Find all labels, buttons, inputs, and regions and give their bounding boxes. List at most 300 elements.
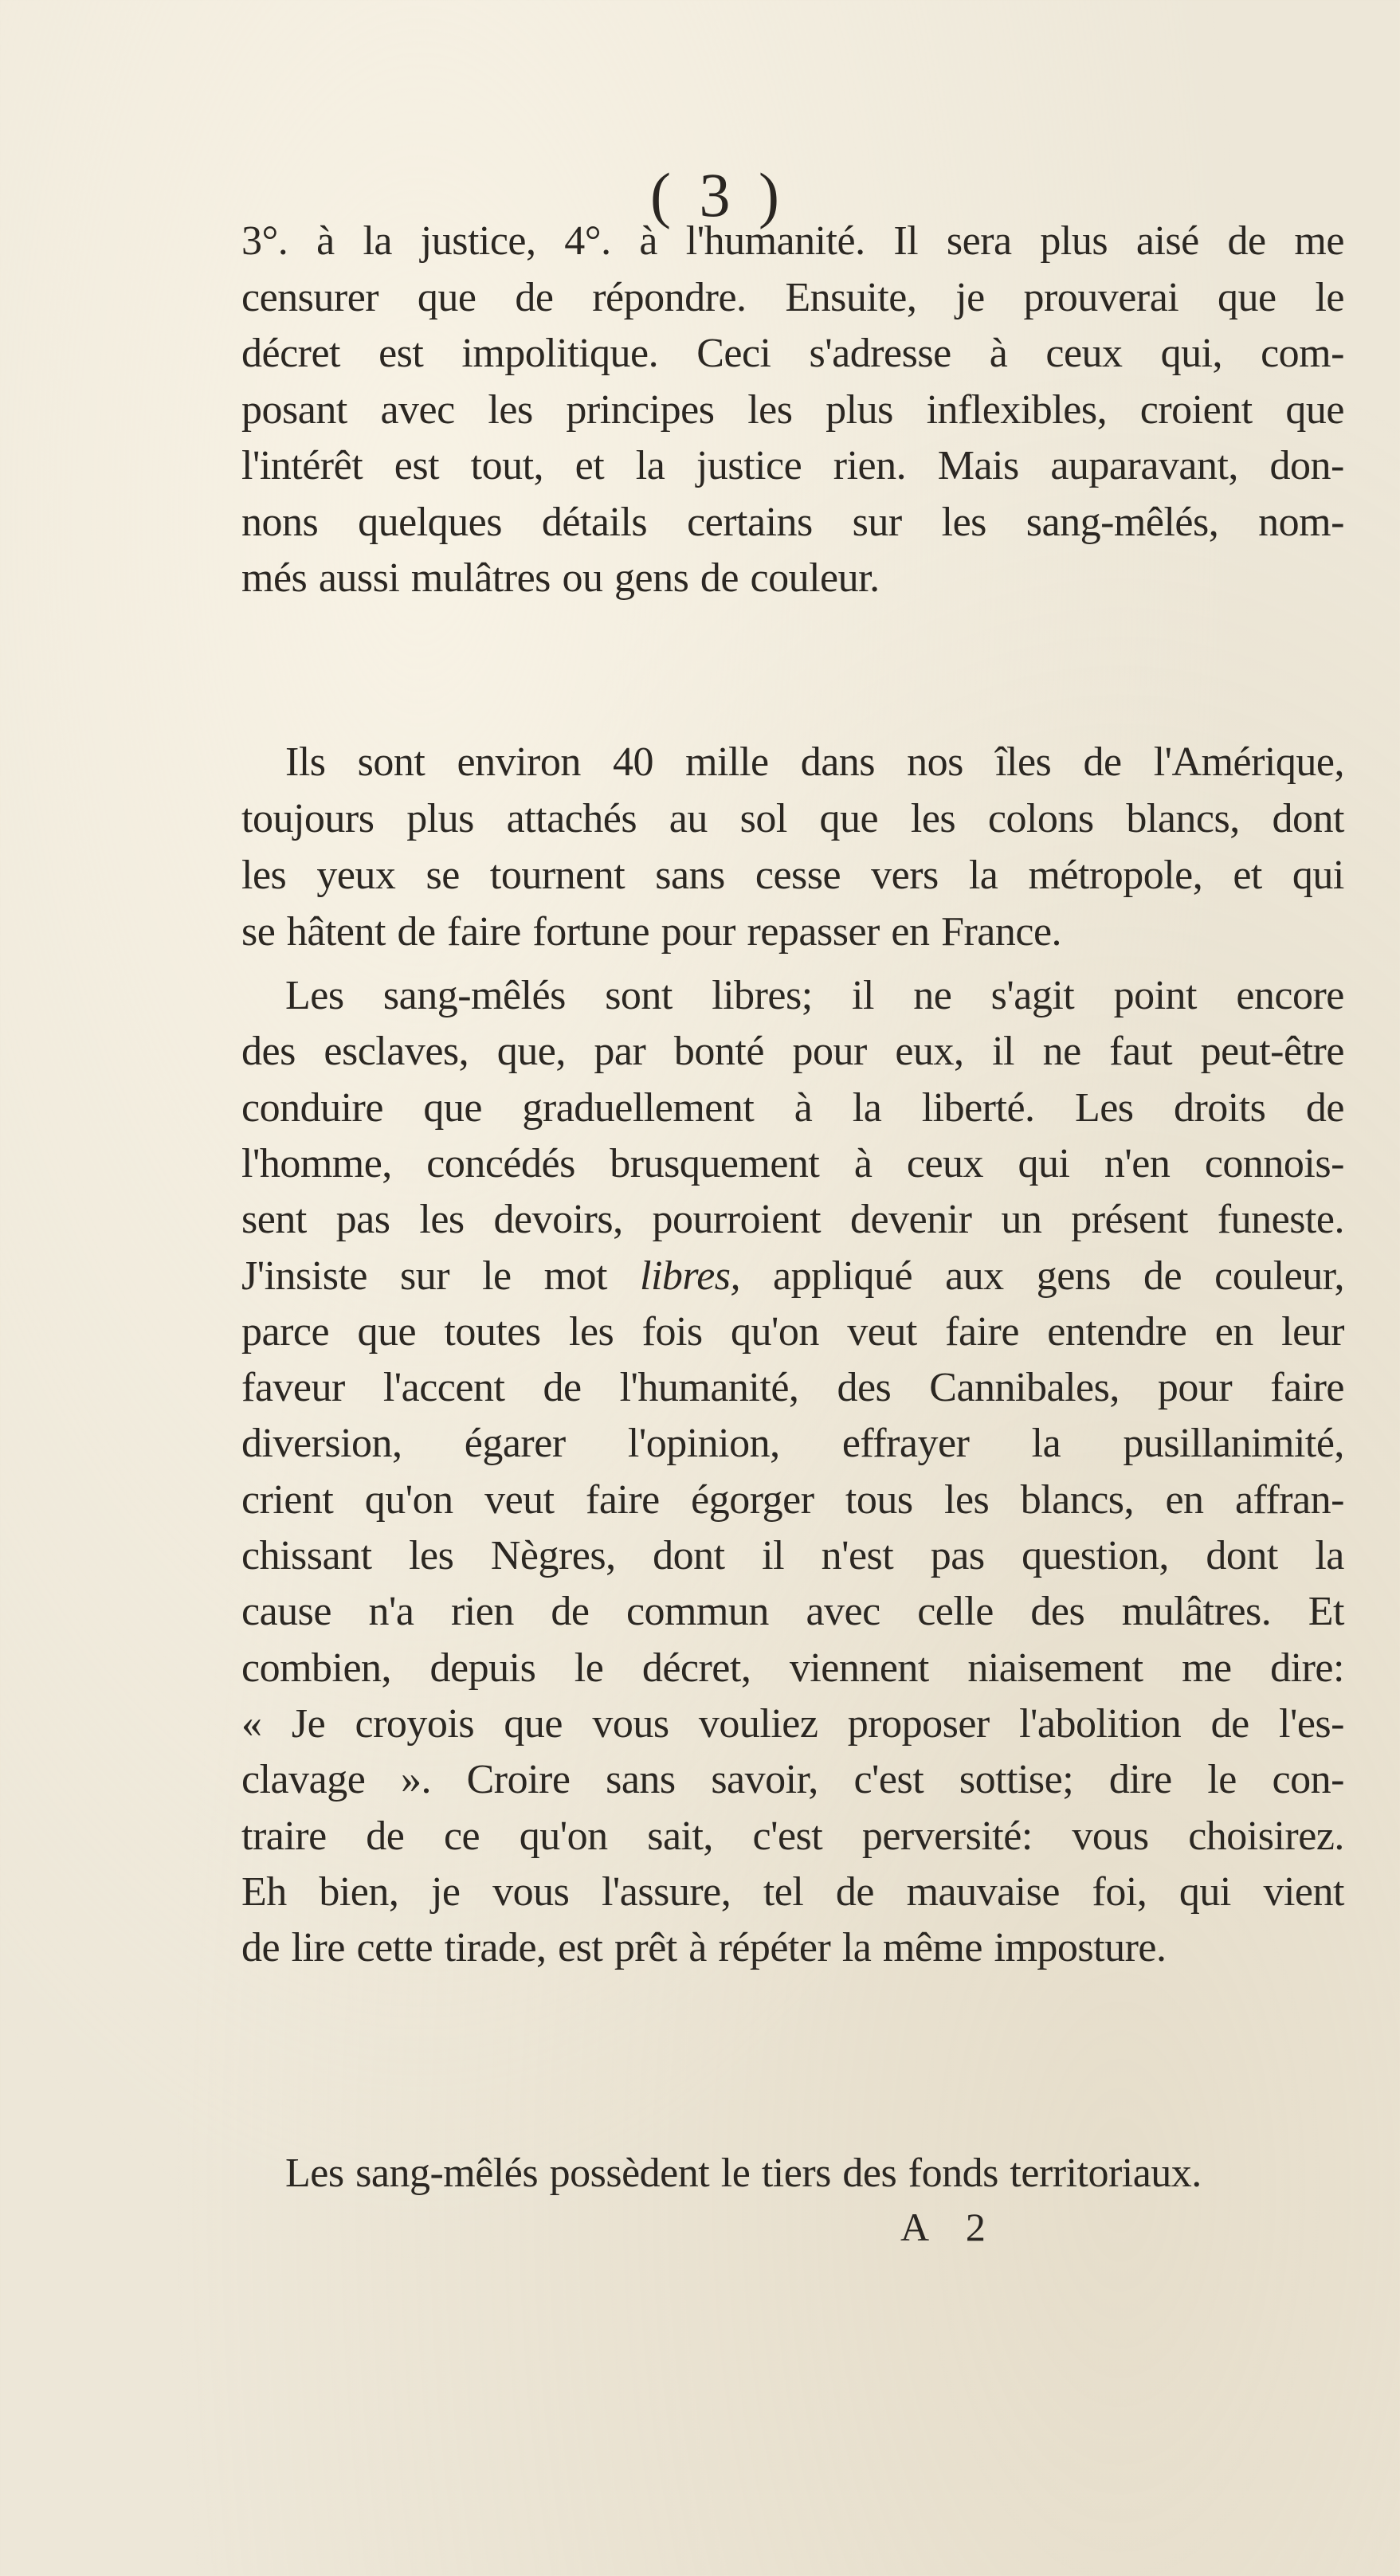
word: mauvaise xyxy=(906,1868,1060,1915)
word: pusillanimité, xyxy=(1123,1421,1344,1467)
word: tel xyxy=(763,1868,804,1915)
word: croyois xyxy=(355,1700,475,1747)
word: tournent xyxy=(489,853,625,898)
word: s'agit xyxy=(990,973,1075,1018)
word: les xyxy=(747,386,793,433)
word: Les xyxy=(285,2151,344,2196)
word: diversion, xyxy=(241,1421,402,1467)
word: rien xyxy=(450,1589,514,1635)
text-line xyxy=(241,270,1344,326)
text-line xyxy=(285,2146,1344,2202)
word: le xyxy=(1207,1757,1237,1803)
word: France. xyxy=(941,909,1062,955)
word: cesse xyxy=(755,853,841,898)
word: prouverai xyxy=(1023,274,1179,320)
word: més xyxy=(241,555,308,601)
word: le xyxy=(574,1645,604,1691)
word: faveur xyxy=(241,1365,345,1411)
word: mille xyxy=(685,739,769,785)
word: mulâtres. xyxy=(1121,1589,1272,1635)
word: n'est xyxy=(821,1533,894,1578)
text-line xyxy=(241,1864,1344,1920)
word: depuis xyxy=(429,1645,536,1691)
word: cause xyxy=(241,1589,331,1635)
word: égorger xyxy=(691,1476,814,1523)
word: les xyxy=(241,853,287,898)
word: aussi xyxy=(318,555,400,601)
word: devoirs, xyxy=(493,1197,623,1243)
word: de xyxy=(366,1813,405,1859)
word: me xyxy=(1294,218,1344,264)
word: n'a xyxy=(368,1589,414,1635)
word: sang-mêlés xyxy=(382,973,566,1018)
word: Ensuite, xyxy=(785,274,917,320)
word: funeste. xyxy=(1217,1197,1344,1243)
text-line xyxy=(241,1304,1344,1360)
word: sera xyxy=(946,218,1012,264)
word: que xyxy=(819,796,879,841)
word: question, xyxy=(1022,1533,1169,1578)
text-line xyxy=(241,1136,1344,1192)
word: traire xyxy=(241,1813,327,1859)
word: appliqué xyxy=(773,1253,913,1299)
word: toujours xyxy=(241,796,375,841)
word: qui xyxy=(1292,853,1344,898)
word: les xyxy=(941,499,986,545)
word: sur xyxy=(852,499,902,545)
word: qu'on xyxy=(364,1476,453,1523)
word: 3°. xyxy=(241,218,288,264)
text-line xyxy=(241,1752,1344,1808)
word: devenir xyxy=(850,1197,972,1243)
word: l'intérêt xyxy=(241,443,363,488)
word: justice, xyxy=(420,218,536,264)
word: don- xyxy=(1269,443,1344,488)
word: libres; xyxy=(712,973,813,1018)
word: avec xyxy=(380,386,455,433)
word: territoriaux. xyxy=(1010,2151,1202,2196)
word: il xyxy=(992,1029,1014,1075)
word: que xyxy=(417,274,476,320)
word: par xyxy=(594,1029,646,1075)
word: nons xyxy=(241,499,319,545)
word: ». xyxy=(400,1757,431,1803)
word: sur xyxy=(400,1253,450,1299)
word: vous xyxy=(592,1700,669,1747)
word: concédés xyxy=(426,1140,575,1186)
word: gens xyxy=(614,555,689,601)
word: niaisement xyxy=(967,1645,1143,1691)
word: toutes xyxy=(444,1308,541,1355)
word: qui, xyxy=(1160,331,1223,376)
word: 4°. xyxy=(564,218,611,264)
word: couleur, xyxy=(1214,1253,1344,1299)
word: impolitique. xyxy=(461,331,659,376)
word: que xyxy=(504,1700,563,1747)
word: de xyxy=(1227,218,1266,264)
word: que, xyxy=(496,1029,566,1075)
word: Ceci xyxy=(696,331,771,376)
word: clavage xyxy=(241,1757,366,1803)
word: blancs, xyxy=(1126,796,1240,841)
word: chissant xyxy=(241,1533,372,1578)
word: de xyxy=(515,274,554,320)
word: même xyxy=(882,1925,982,1971)
word: un xyxy=(1001,1197,1042,1243)
word: eux, xyxy=(895,1029,964,1075)
word: des xyxy=(837,1365,892,1411)
word: lire xyxy=(291,1925,345,1971)
word: les xyxy=(409,1533,454,1578)
word: con- xyxy=(1272,1757,1344,1803)
word: des xyxy=(241,1029,296,1075)
word: auparavant, xyxy=(1050,443,1238,488)
word: yeux xyxy=(316,853,396,898)
word: est xyxy=(378,331,424,376)
word: sans xyxy=(655,853,725,898)
word: ne xyxy=(913,973,952,1018)
word: est xyxy=(394,443,440,488)
word: Nègres, xyxy=(490,1533,616,1578)
word: possèdent xyxy=(549,2151,710,2196)
word: vouliez xyxy=(698,1700,818,1747)
word: en xyxy=(1165,1476,1204,1523)
word: les xyxy=(944,1476,990,1523)
text-line xyxy=(241,791,1344,847)
word: Croire xyxy=(466,1757,571,1803)
word: qu'on xyxy=(519,1813,608,1859)
word: crient xyxy=(241,1476,334,1523)
word: est xyxy=(558,1925,603,1971)
word: aisé xyxy=(1135,218,1199,264)
word: ceux xyxy=(906,1140,984,1186)
word: la xyxy=(968,853,998,898)
word: tout, xyxy=(470,443,544,488)
word: posant xyxy=(241,386,347,433)
word: conduire xyxy=(241,1084,383,1131)
word: Ils xyxy=(285,739,326,785)
word: et xyxy=(1233,853,1262,898)
text-line xyxy=(241,1416,1344,1472)
word: effrayer xyxy=(841,1421,970,1467)
word: dont xyxy=(1272,796,1344,841)
word: l'humanité. xyxy=(685,218,865,264)
word: à xyxy=(794,1084,813,1131)
word: les xyxy=(910,796,956,841)
word: fortune xyxy=(532,909,650,955)
word: décret xyxy=(241,331,341,376)
word: vient xyxy=(1263,1868,1344,1915)
signature-mark: A 2 xyxy=(900,2205,1000,2249)
word: qui xyxy=(1178,1868,1231,1915)
page-number: ( 3 ) xyxy=(650,160,786,229)
word: perversité: xyxy=(861,1813,1033,1859)
italic-word: libres, xyxy=(640,1253,741,1299)
word: celle xyxy=(917,1589,994,1635)
word: colons xyxy=(987,796,1094,841)
word: plus xyxy=(1040,218,1108,264)
word: dont xyxy=(653,1533,725,1578)
word: Et xyxy=(1308,1589,1344,1635)
word: sans xyxy=(606,1757,676,1803)
word: l'homme, xyxy=(241,1140,392,1186)
word: justice xyxy=(696,443,802,488)
word: de xyxy=(700,555,739,601)
word: de xyxy=(835,1868,874,1915)
word: point xyxy=(1113,973,1197,1018)
word: que xyxy=(423,1084,482,1131)
word: Cannibales, xyxy=(929,1365,1120,1411)
word: de xyxy=(543,1365,582,1411)
word: Mais xyxy=(937,443,1019,488)
text-line xyxy=(241,1920,1344,1976)
word: attachés xyxy=(506,796,637,841)
word: repasser xyxy=(747,909,880,955)
word: dont xyxy=(1206,1533,1278,1578)
word: la xyxy=(1031,1421,1061,1467)
text-line xyxy=(241,1584,1344,1640)
word: la xyxy=(635,443,665,488)
word: l'abolition xyxy=(1019,1700,1182,1747)
word: censurer xyxy=(241,274,379,320)
word: le xyxy=(1315,274,1344,320)
word: il xyxy=(762,1533,785,1578)
word: Il xyxy=(893,218,919,264)
word: la xyxy=(1315,1533,1344,1578)
word: vous xyxy=(1072,1813,1149,1859)
word: pour xyxy=(661,909,735,955)
word: l'Amérique, xyxy=(1153,739,1344,785)
word: veut xyxy=(847,1308,917,1355)
word: faire xyxy=(1270,1365,1344,1411)
word: sent xyxy=(241,1197,307,1243)
word: n'en xyxy=(1104,1140,1171,1186)
text-line xyxy=(285,735,1344,790)
word: dans xyxy=(800,739,876,785)
word: pour xyxy=(1157,1365,1233,1411)
word: des xyxy=(842,2151,897,2196)
text-line xyxy=(241,1641,1344,1696)
word: qu'on xyxy=(731,1308,819,1355)
word: faire xyxy=(447,909,521,955)
word: à xyxy=(316,218,335,264)
word: c'est xyxy=(752,1813,823,1859)
word: brusquement xyxy=(610,1140,820,1186)
word: veut xyxy=(484,1476,555,1523)
word: avec xyxy=(806,1589,880,1635)
word: l'accent xyxy=(382,1365,505,1411)
word: aux xyxy=(945,1253,1004,1299)
word: principes xyxy=(566,386,715,433)
word: la xyxy=(852,1084,882,1131)
word: leur xyxy=(1281,1308,1344,1355)
word: qui xyxy=(1018,1140,1070,1186)
word: faut xyxy=(1109,1029,1173,1075)
word: de xyxy=(1083,739,1122,785)
word: des xyxy=(1030,1589,1085,1635)
word: plus xyxy=(825,386,893,433)
word: la xyxy=(841,1925,872,1971)
word: sang-mêlés xyxy=(355,2151,539,2196)
word: les xyxy=(419,1197,465,1243)
word: égarer xyxy=(464,1421,566,1467)
word: encore xyxy=(1236,973,1344,1018)
word: affran- xyxy=(1234,1476,1344,1523)
word: plus xyxy=(406,796,474,841)
word: quelques xyxy=(358,499,502,545)
word: me xyxy=(1182,1645,1232,1691)
word: faire xyxy=(586,1476,660,1523)
word: 40 xyxy=(613,739,653,785)
word: foi, xyxy=(1092,1868,1147,1915)
text-line xyxy=(241,1472,1344,1528)
word: connois- xyxy=(1204,1140,1344,1186)
word: pourroient xyxy=(652,1197,822,1243)
word: ce xyxy=(443,1813,480,1859)
word: droits xyxy=(1173,1084,1266,1131)
word: et xyxy=(575,443,605,488)
word: l'humanité, xyxy=(619,1365,799,1411)
word: il xyxy=(852,973,874,1018)
word: métropole, xyxy=(1028,853,1203,898)
word: esclaves, xyxy=(324,1029,469,1075)
word: nom- xyxy=(1258,499,1344,545)
word: les xyxy=(488,386,533,433)
word: de xyxy=(397,909,436,955)
word: Je xyxy=(291,1700,326,1747)
word: entendre xyxy=(1047,1308,1187,1355)
text-line xyxy=(241,848,1344,904)
word: se xyxy=(425,853,460,898)
word: à xyxy=(639,218,657,264)
word: sont xyxy=(357,739,425,785)
word: com- xyxy=(1261,331,1344,376)
word: graduellement xyxy=(522,1084,755,1131)
word: se xyxy=(241,909,276,955)
word: proposer xyxy=(847,1700,990,1747)
word: à xyxy=(688,1925,707,1971)
word: Eh xyxy=(241,1868,287,1915)
word: « xyxy=(241,1700,262,1747)
word: à xyxy=(853,1140,873,1186)
word: combien, xyxy=(241,1645,392,1691)
word: ou xyxy=(562,555,603,601)
word: que xyxy=(357,1308,417,1355)
text-line xyxy=(241,1024,1344,1080)
word: Les xyxy=(1074,1084,1134,1131)
word: tous xyxy=(845,1476,913,1523)
word: ceux xyxy=(1045,331,1123,376)
text-line xyxy=(241,1528,1344,1584)
word: certains xyxy=(687,499,813,545)
text-line xyxy=(241,495,1344,551)
word: mulâtres xyxy=(410,555,551,601)
text-line xyxy=(241,1192,1344,1248)
text-line xyxy=(241,1696,1344,1752)
text-line xyxy=(241,1809,1344,1864)
word: commun xyxy=(625,1589,769,1635)
word: faire xyxy=(945,1308,1019,1355)
word: peut-être xyxy=(1200,1029,1344,1075)
text-line xyxy=(241,1249,1344,1304)
word: les xyxy=(569,1308,614,1355)
word: îles xyxy=(995,739,1052,785)
word: nos xyxy=(907,739,963,785)
word: le xyxy=(482,1253,512,1299)
word: inflexibles, xyxy=(926,386,1108,433)
text-line xyxy=(241,438,1344,494)
word: imposture. xyxy=(994,1925,1167,1971)
word: je xyxy=(430,1868,461,1915)
word: de xyxy=(551,1589,590,1635)
text-line xyxy=(241,551,1344,606)
word: Les xyxy=(285,973,344,1018)
word: sont xyxy=(605,973,673,1018)
word: croient xyxy=(1139,386,1253,433)
word: prêt xyxy=(614,1925,677,1971)
word: choisirez. xyxy=(1188,1813,1344,1859)
word: présent xyxy=(1071,1197,1188,1243)
word: de xyxy=(1305,1084,1344,1131)
word: rien. xyxy=(833,443,907,488)
word: parce xyxy=(241,1308,330,1355)
word: mot xyxy=(543,1253,607,1299)
word: fonds xyxy=(908,2151,998,2196)
word: couleur. xyxy=(750,555,880,601)
text-line xyxy=(285,968,1344,1024)
text-line xyxy=(241,1080,1344,1136)
word: savoir, xyxy=(711,1757,818,1803)
word: s'adresse xyxy=(809,331,951,376)
word: cette xyxy=(356,1925,433,1971)
text-line xyxy=(241,904,1344,960)
word: sottise; xyxy=(959,1757,1074,1803)
word: décret, xyxy=(641,1645,751,1691)
word: en xyxy=(1214,1308,1253,1355)
word: de xyxy=(1210,1700,1249,1747)
word: l'assure, xyxy=(601,1868,731,1915)
word: pas xyxy=(930,1533,985,1578)
word: sang-mêlés, xyxy=(1025,499,1219,545)
word: détails xyxy=(541,499,648,545)
word: J'insiste xyxy=(241,1253,367,1299)
word: sol xyxy=(739,796,787,841)
word: ne xyxy=(1042,1029,1081,1075)
word: gens xyxy=(1036,1253,1112,1299)
word: bonté xyxy=(673,1029,764,1075)
word: vous xyxy=(492,1868,570,1915)
word: au xyxy=(669,796,708,841)
word: dire: xyxy=(1270,1645,1344,1691)
word: bien, xyxy=(319,1868,399,1915)
word: sait, xyxy=(647,1813,713,1859)
word: que xyxy=(1218,274,1276,320)
word: la xyxy=(363,218,392,264)
word: hâtent xyxy=(286,909,386,955)
word: de xyxy=(1143,1253,1182,1299)
word: liberté. xyxy=(921,1084,1035,1131)
text-line xyxy=(241,1360,1344,1416)
word: l'es- xyxy=(1279,1700,1344,1747)
word: blancs, xyxy=(1020,1476,1135,1523)
word: viennent xyxy=(789,1645,929,1691)
word: répondre. xyxy=(592,274,747,320)
word: l'opinion, xyxy=(627,1421,780,1467)
word: fois xyxy=(641,1308,703,1355)
word: je xyxy=(955,274,985,320)
word: dire xyxy=(1108,1757,1172,1803)
word: pour xyxy=(792,1029,867,1075)
